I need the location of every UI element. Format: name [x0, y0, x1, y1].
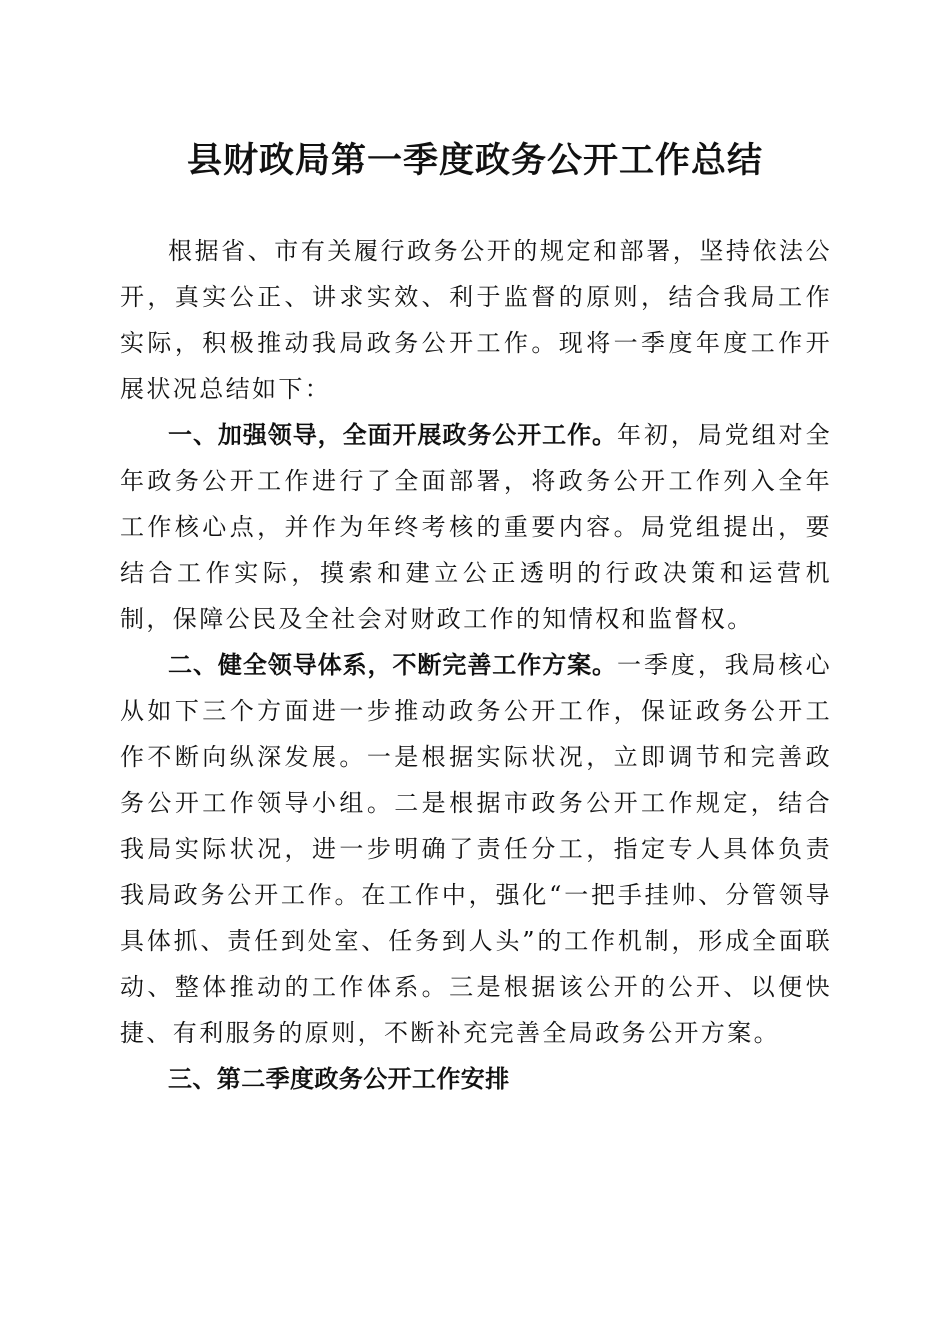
section-1-paragraph: [120, 412, 832, 642]
section-2-heading: 二、健全领导体系，不断完善工作方案。: [168, 651, 617, 679]
section-1-text: 年初，局党组对全年政务公开工作进行了全面部署，将政务公开工作列入全年工作核心点，并作为年终考核的重要内容。局党组提出，要结合工作实际，摸索和建立公正透明的行政决策和运营机制，保障公民及全社会对财政工作的知情权和监督权。: [120, 421, 833, 633]
section-2-text: 一季度，我局核心从如下三个方面进一步推动政务公开工作，保证政务公开工作不断向纵深发展。一是根据实际状况，立即调节和完善政务公开工作领导小组。二是根据市政务公开工作规定，结合我局实际状况，进一步明确了责任分工，指定专人具体负责我局政务公开工作。在工作中，强化“一把手挂帅、分管领导具体抓、责任到处室、任务到人头”的工作机制，形成全面联动、整体推动的工作体系。三是根据该公开的公开、以便快捷、有利服务的原则，不断补充完善全局政务公开方案。: [120, 651, 833, 1047]
section-1-heading: 一、加强领导，全面开展政务公开工作。: [168, 421, 617, 449]
intro-paragraph: 根据省、市有关履行政务公开的规定和部署，坚持依法公开，真实公正、讲求实效、利于监督的原则，结合我局工作实际，积极推动我局政务公开工作。现将一季度年度工作开展状况总结如下：: [120, 237, 832, 403]
section-3-heading: 三、第二季度政务公开工作安排: [168, 1065, 510, 1093]
document-title: 县财政局第一季度政务公开工作总结: [186, 140, 763, 181]
document-body: [120, 228, 832, 1102]
section-2-paragraph: [120, 642, 832, 1056]
